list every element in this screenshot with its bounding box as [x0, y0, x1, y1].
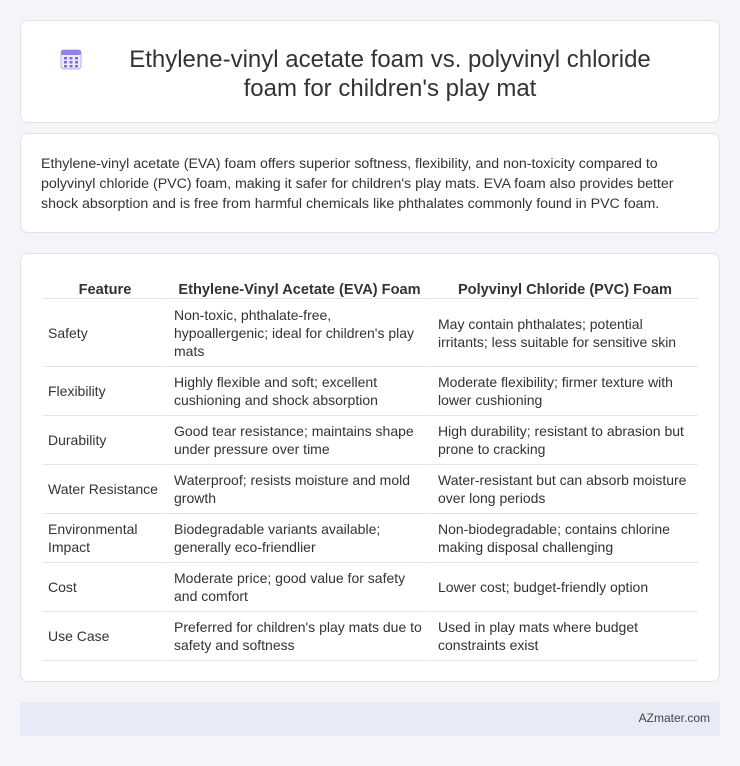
- feature-cell: Flexibility: [43, 367, 167, 416]
- table-row: [43, 514, 698, 563]
- pvc-cell: High durability; resistant to abrasion but prone to cracking: [431, 416, 698, 465]
- table-row: [43, 416, 698, 465]
- feature-cell: Environmental Impact: [43, 514, 167, 563]
- pvc-cell: May contain phthalates; potential irritants; less suitable for sensitive skin: [431, 299, 698, 367]
- summary-card: [20, 133, 720, 233]
- feature-cell: Durability: [43, 416, 167, 465]
- table-row: [43, 299, 698, 367]
- eva-cell: Biodegradable variants available; generally eco-friendlier: [167, 514, 431, 563]
- title-card: [20, 20, 720, 123]
- pvc-cell: Non-biodegradable; contains chlorine making disposal challenging: [431, 514, 698, 563]
- column-header-feature: Feature: [43, 276, 167, 299]
- footer-brand: AZmater.com: [638, 711, 710, 725]
- table-row: [43, 465, 698, 514]
- column-header-pvc: Polyvinyl Chloride (PVC) Foam: [431, 276, 698, 299]
- pvc-cell: Water-resistant but can absorb moisture over long periods: [431, 465, 698, 514]
- eva-cell: Non-toxic, phthalate-free, hypoallergenic; ideal for children's play mats: [167, 299, 431, 367]
- comparison-card: [20, 253, 720, 682]
- table-row: [43, 367, 698, 416]
- eva-cell: Preferred for children's play mats due to safety and softness: [167, 612, 431, 661]
- summary-text: Ethylene-vinyl acetate (EVA) foam offers superior softness, flexibility, and non-toxicity compared to polyvinyl chloride (PVC) foam, making it safer for children's play mats. EVA foam also provides better shock absorption and is free from harmful chemicals like phthalates commonly found in PVC foam.: [41, 156, 674, 212]
- page-title: Ethylene-vinyl acetate foam vs. polyvinyl chloride foam for children's play mat: [129, 46, 651, 102]
- pvc-cell: Moderate flexibility; firmer texture with lower cushioning: [431, 367, 698, 416]
- eva-cell: Good tear resistance; maintains shape under pressure over time: [167, 416, 431, 465]
- table-header-row: [43, 276, 698, 299]
- footer-bar: [20, 702, 720, 736]
- feature-cell: Water Resistance: [43, 465, 167, 514]
- feature-cell: Use Case: [43, 612, 167, 661]
- eva-cell: Waterproof; resists moisture and mold growth: [167, 465, 431, 514]
- comparison-table: [43, 276, 698, 661]
- table-row: [43, 612, 698, 661]
- feature-cell: Cost: [43, 563, 167, 612]
- table-row: [43, 563, 698, 612]
- eva-cell: Moderate price; good value for safety and comfort: [167, 563, 431, 612]
- eva-cell: Highly flexible and soft; excellent cushioning and shock absorption: [167, 367, 431, 416]
- pvc-cell: Lower cost; budget-friendly option: [431, 563, 698, 612]
- feature-cell: Safety: [43, 299, 167, 367]
- pvc-cell: Used in play mats where budget constraints exist: [431, 612, 698, 661]
- column-header-eva: Ethylene-Vinyl Acetate (EVA) Foam: [167, 276, 431, 299]
